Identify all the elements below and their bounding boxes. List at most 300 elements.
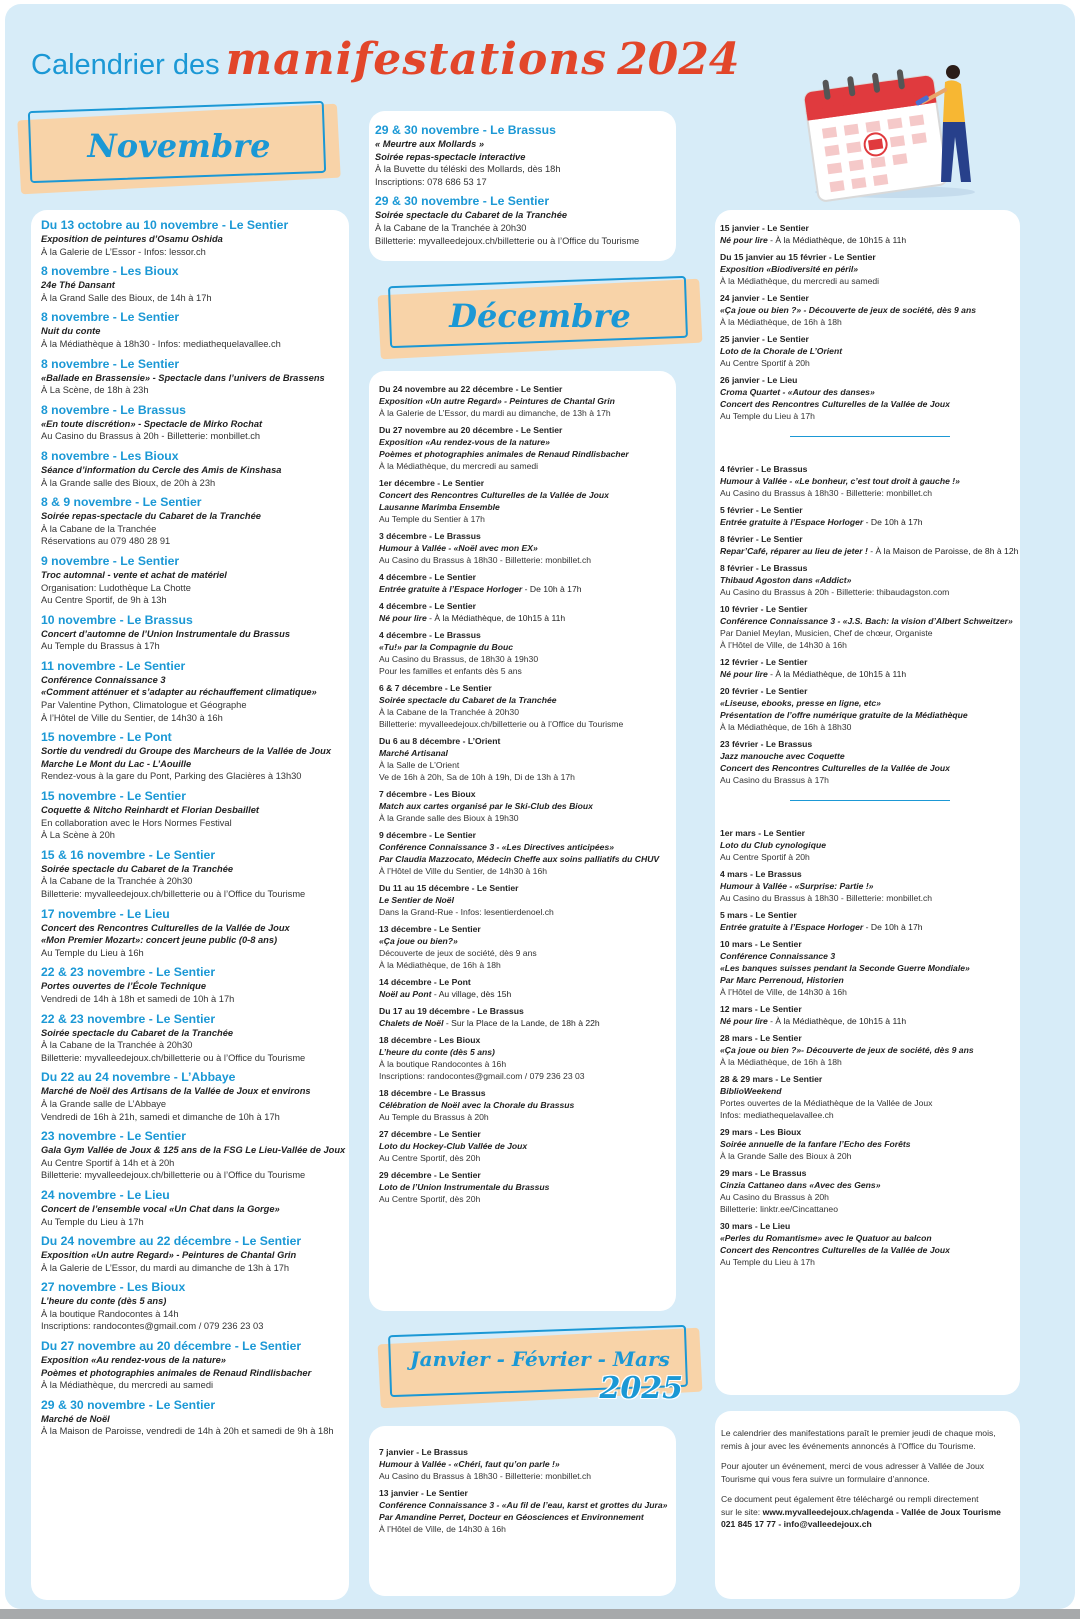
- event-detail: Au Temple du Lieu à 17h: [720, 1256, 1020, 1268]
- event-item: [720, 909, 1020, 933]
- event-title: Noël au Pont - Au village, dès 15h: [379, 988, 676, 1000]
- event-detail: Au Casino du Brassus à 20h: [720, 1191, 1020, 1203]
- event-date-location: 17 novembre - Le Lieu: [41, 907, 349, 922]
- event-item: [41, 218, 349, 258]
- event-item: [41, 310, 349, 350]
- event-detail: Billetterie: myvalleedejoux.ch/billetterie ou à l’Office du Tourisme: [41, 1052, 349, 1065]
- event-title: Né pour lire - À la Médiathèque, de 10h15 à 11h: [720, 234, 1020, 246]
- event-title: Humour à Vallée - «Le bonheur, c’est tout droit à gauche !»: [720, 475, 1020, 487]
- event-title: Séance d’information du Cercle des Amis de Kinshasa: [41, 464, 349, 477]
- event-detail: Billetterie: linktr.ee/Cincattaneo: [720, 1203, 1020, 1215]
- event-detail: Portes ouvertes de la Médiathèque de la Vallée de Joux: [720, 1097, 1020, 1109]
- event-date-location: 29 mars - Le Brassus: [720, 1167, 1020, 1179]
- event-item: [379, 882, 676, 918]
- event-item: [41, 789, 349, 842]
- event-date-location: Du 17 au 19 décembre - Le Brassus: [379, 1005, 676, 1017]
- event-item: [379, 735, 676, 783]
- event-title: Concert des Rencontres Culturelles de la Vallée de Joux: [720, 762, 1020, 774]
- event-detail: Au Casino du Brassus à 18h30 - Billetterie: monbillet.ch: [720, 487, 1020, 499]
- event-item: [720, 504, 1020, 528]
- banner-novembre: Novembre: [19, 106, 339, 186]
- event-title: Lausanne Marimba Ensemble: [379, 501, 676, 513]
- bottom-bar: [0, 1609, 1080, 1619]
- event-title: Repar’Café, réparer au lieu de jeter ! - À la Maison de Paroisse, de 8h à 12h: [720, 545, 1020, 557]
- event-detail: À l’Hôtel de Ville, de 14h30 à 16h: [379, 1523, 676, 1535]
- event-title: Marché de Noël: [41, 1413, 349, 1426]
- event-detail: À la Grand Salle des Bioux, de 14h à 17h: [41, 292, 349, 305]
- event-item: [41, 1398, 349, 1438]
- month-separator: [790, 800, 950, 801]
- event-title: Exposition «Biodiversité en péril»: [720, 263, 1020, 275]
- event-title: Troc automnal - vente et achat de matériel: [41, 569, 349, 582]
- event-date-location: 8 février - Le Brassus: [720, 562, 1020, 574]
- month-separator: [790, 436, 950, 437]
- banner-janvier-fevrier-mars: Janvier - Février - Mars 2025: [379, 1330, 701, 1400]
- event-date-location: 23 février - Le Brassus: [720, 738, 1020, 750]
- event-title: Conférence Connaissance 3 - «Au fil de l’eau, karst et grottes du Jura»: [379, 1499, 676, 1511]
- event-title: Exposition de peintures d’Osamu Oshida: [41, 233, 349, 246]
- event-detail: Au Centre Sportif, dès 20h: [379, 1152, 676, 1164]
- event-detail: À la Médiathèque, de 16h à 18h: [720, 1056, 1020, 1068]
- event-item: [720, 1032, 1020, 1068]
- event-item: [379, 976, 676, 1000]
- event-item: [41, 907, 349, 960]
- event-item: [379, 571, 676, 595]
- event-item: [720, 827, 1020, 863]
- event-item: [720, 1003, 1020, 1027]
- event-title: Par Amandine Perret, Docteur en Géosciences et Environnement: [379, 1511, 676, 1523]
- event-item: [379, 1487, 676, 1535]
- event-item: [41, 554, 349, 607]
- event-title: Loto de la Chorale de L’Orient: [720, 345, 1020, 357]
- event-item: [720, 1126, 1020, 1162]
- event-title: Conférence Connaissance 3 - «J.S. Bach: la vision d’Albert Schweitzer»: [720, 615, 1020, 627]
- event-date-location: 27 novembre - Les Bioux: [41, 1280, 349, 1295]
- agenda-link[interactable]: www.myvalleedejoux.ch/agenda - Vallée de Joux Tourisme: [763, 1507, 1001, 1517]
- event-detail: Vendredi de 16h à 21h, samedi et dimanche de 10h à 17h: [41, 1111, 349, 1124]
- event-date-location: 8 novembre - Les Bioux: [41, 449, 349, 464]
- event-detail: Au Casino du Brassus à 18h30 - Billetterie: monbillet.ch: [379, 1470, 676, 1482]
- event-detail: En collaboration avec le Hors Normes Festival: [41, 817, 349, 830]
- event-date-location: 10 mars - Le Sentier: [720, 938, 1020, 950]
- event-title: «Comment atténuer et s’adapter au réchauffement climatique»: [41, 686, 349, 699]
- event-title: Conférence Connaissance 3: [41, 674, 349, 687]
- page-title: [31, 34, 740, 104]
- event-item: [720, 251, 1020, 287]
- calendar-illustration-icon: [795, 42, 995, 202]
- event-detail: À l’Hôtel de Ville du Sentier, de 14h30 à 16h: [41, 712, 349, 725]
- event-detail: Inscriptions: 078 686 53 17: [375, 176, 676, 189]
- event-title: «Les banques suisses pendant la Seconde Guerre Mondiale»: [720, 962, 1020, 974]
- event-detail: À la Galerie de L’Essor - Infos: lessor.ch: [41, 246, 349, 259]
- event-detail: Par Valentine Python, Climatologue et Géographe: [41, 699, 349, 712]
- event-detail: Billetterie: myvalleedejoux.ch/billetterie ou à l’Office du Tourisme: [41, 1169, 349, 1182]
- event-date-location: 15 & 16 novembre - Le Sentier: [41, 848, 349, 863]
- decembre-events-card: [369, 371, 676, 1311]
- event-detail: Billetterie: myvalleedejoux.ch/billetterie ou à l’Office du Tourisme: [379, 718, 676, 730]
- event-detail: À la Buvette du téléski des Mollards, dès 18h: [375, 163, 676, 176]
- event-item: [41, 1129, 349, 1182]
- event-item: [379, 1128, 676, 1164]
- event-title: « Meurtre aux Mollards »: [375, 138, 676, 151]
- event-item: [41, 659, 349, 724]
- event-date-location: 4 février - Le Brassus: [720, 463, 1020, 475]
- event-title: Exposition «Au rendez-vous de la nature»: [379, 436, 676, 448]
- janvier-mars-events-card: [715, 210, 1020, 1395]
- event-title: L’heure du conte (dès 5 ans): [379, 1046, 676, 1058]
- event-title: Entrée gratuite à l’Espace Horloger - De 10h à 17h: [379, 583, 676, 595]
- event-title: Exposition «Un autre Regard» - Peintures de Chantal Grin: [41, 1249, 349, 1262]
- event-detail: Vendredi de 14h à 18h et samedi de 10h à 17h: [41, 993, 349, 1006]
- event-title: Marché de Noël des Artisans de la Vallée de Joux et environs: [41, 1085, 349, 1098]
- event-date-location: 15 novembre - Le Pont: [41, 730, 349, 745]
- event-item: [720, 1220, 1020, 1268]
- title-prefix: Calendrier des: [31, 49, 220, 81]
- event-detail: À la Médiathèque, de 16h à 18h: [379, 959, 676, 971]
- info-paragraph-1: Le calendrier des manifestations paraît le premier jeudi de chaque mois, remis à jour avec les événements annoncés à l’Office du Tourisme.: [721, 1427, 1008, 1452]
- event-item: [41, 1339, 349, 1392]
- event-date-location: 4 décembre - Le Sentier: [379, 600, 676, 612]
- event-detail: À La Scène, de 18h à 23h: [41, 384, 349, 397]
- event-title: Thibaud Agoston dans «Addict»: [720, 574, 1020, 586]
- event-detail: À la Galerie de L’Essor, du mardi au dimanche, de 13h à 17h: [379, 407, 676, 419]
- event-date-location: 11 novembre - Le Sentier: [41, 659, 349, 674]
- info-paragraph-3: Ce document peut également être téléchargé ou rempli directement sur le site: www.myvalleedejoux.ch/agenda - Vallée de Joux Tourisme 021 845 17 77 - info@valleedejoux.ch: [721, 1493, 1008, 1531]
- event-title: Soirée repas-spectacle du Cabaret de la Tranchée: [41, 510, 349, 523]
- event-date-location: Du 24 novembre au 22 décembre - Le Sentier: [379, 383, 676, 395]
- event-title: Concert d’automne de l’Union Instrumentale du Brassus: [41, 628, 349, 641]
- event-item: [720, 562, 1020, 598]
- event-detail: Au Casino du Brassus à 18h30 - Billetterie: monbillet.ch: [720, 892, 1020, 904]
- event-date-location: 22 & 23 novembre - Le Sentier: [41, 965, 349, 980]
- event-date-location: 18 décembre - Le Brassus: [379, 1087, 676, 1099]
- event-item: [379, 923, 676, 971]
- event-title: Croma Quartet - «Autour des danses»: [720, 386, 1020, 398]
- event-title: Portes ouvertes de l’École Technique: [41, 980, 349, 993]
- event-detail: Au Centre Sportif, de 9h à 13h: [41, 594, 349, 607]
- event-date-location: 15 janvier - Le Sentier: [720, 222, 1020, 234]
- event-date-location: Du 11 au 15 décembre - Le Sentier: [379, 882, 676, 894]
- event-detail: À la Grande salle des Bioux à 19h30: [379, 812, 676, 824]
- event-title: Soirée spectacle du Cabaret de la Tranchée: [375, 209, 676, 222]
- event-date-location: 9 décembre - Le Sentier: [379, 829, 676, 841]
- event-detail: À la Grande salle des Bioux, de 20h à 23h: [41, 477, 349, 490]
- event-date-location: 8 février - Le Sentier: [720, 533, 1020, 545]
- title-year: 2024: [617, 34, 739, 85]
- event-date-location: 25 janvier - Le Sentier: [720, 333, 1020, 345]
- event-detail: Par Daniel Meylan, Musicien, Chef de chœur, Organiste: [720, 627, 1020, 639]
- event-title: BiblioWeekend: [720, 1085, 1020, 1097]
- event-detail: À la Médiathèque, du mercredi au samedi: [720, 275, 1020, 287]
- event-detail: Au Centre Sportif, dès 20h: [379, 1193, 676, 1205]
- event-date-location: 8 novembre - Le Sentier: [41, 310, 349, 325]
- event-item: [41, 613, 349, 653]
- event-detail: Au Centre Sportif à 20h: [720, 851, 1020, 863]
- event-detail: À l’Hôtel de Ville, de 14h30 à 16h: [720, 986, 1020, 998]
- event-title: Nuit du conte: [41, 325, 349, 338]
- event-date-location: 30 mars - Le Lieu: [720, 1220, 1020, 1232]
- event-item: [720, 938, 1020, 998]
- event-detail: Dans la Grand-Rue - Infos: lesentierdenoel.ch: [379, 906, 676, 918]
- event-detail: À l’Hôtel de Ville, de 14h30 à 16h: [720, 639, 1020, 651]
- event-date-location: 8 novembre - Les Bioux: [41, 264, 349, 279]
- event-title: «Ça joue ou bien ?» - Découverte de jeux de société, dès 9 ans: [720, 304, 1020, 316]
- event-item: [379, 383, 676, 419]
- event-date-location: 13 janvier - Le Sentier: [379, 1487, 676, 1499]
- event-date-location: Du 24 novembre au 22 décembre - Le Sentier: [41, 1234, 349, 1249]
- event-detail: Billetterie: myvalleedejoux.ch/billetterie ou à l’Office du Tourisme: [41, 888, 349, 901]
- event-item: [720, 222, 1020, 246]
- event-title: «Tu!» par la Compagnie du Bouc: [379, 641, 676, 653]
- event-title: Concert des Rencontres Culturelles de la Vallée de Joux: [379, 489, 676, 501]
- event-detail: Infos: mediathequelavallee.ch: [720, 1109, 1020, 1121]
- janvier-events-card-2: [369, 1426, 676, 1596]
- event-date-location: 8 novembre - Le Sentier: [41, 357, 349, 372]
- event-date-location: Du 27 novembre au 20 décembre - Le Sentier: [41, 1339, 349, 1354]
- novembre-events-card-2: [369, 111, 676, 261]
- event-title: Sortie du vendredi du Groupe des Marcheurs de la Vallée de Joux: [41, 745, 349, 758]
- event-title: Conférence Connaissance 3: [720, 950, 1020, 962]
- event-item: [379, 829, 676, 877]
- event-title: 24e Thé Dansant: [41, 279, 349, 292]
- event-detail: Découverte de jeux de société, dès 9 ans: [379, 947, 676, 959]
- event-date-location: 15 novembre - Le Sentier: [41, 789, 349, 804]
- event-detail: Ve de 16h à 20h, Sa de 10h à 19h, Di de 13h à 17h: [379, 771, 676, 783]
- event-detail: À la Maison de Paroisse, vendredi de 14h à 20h et samedi de 9h à 18h: [41, 1425, 349, 1438]
- event-detail: À La Scène à 20h: [41, 829, 349, 842]
- event-item: [379, 530, 676, 566]
- event-item: [720, 333, 1020, 369]
- event-date-location: 5 mars - Le Sentier: [720, 909, 1020, 921]
- event-item: [379, 682, 676, 730]
- event-date-location: 8 & 9 novembre - Le Sentier: [41, 495, 349, 510]
- event-detail: Rendez-vous à la gare du Pont, Parking des Glacières à 13h30: [41, 770, 349, 783]
- event-item: [379, 1446, 676, 1482]
- event-title: «Ballade en Brassensie» - Spectacle dans l’univers de Brassens: [41, 372, 349, 385]
- event-title: Loto du Hockey-Club Vallée de Joux: [379, 1140, 676, 1152]
- event-item: [375, 123, 676, 188]
- event-item: [379, 1087, 676, 1123]
- event-item: [720, 1073, 1020, 1121]
- event-title: Entrée gratuite à l’Espace Horloger - De 10h à 17h: [720, 516, 1020, 528]
- event-title: Concert de l’ensemble vocal «Un Chat dans la Gorge»: [41, 1203, 349, 1216]
- event-title: Concert des Rencontres Culturelles de la Vallée de Joux: [41, 922, 349, 935]
- event-title: Concert des Rencontres Culturelles de la Vallée de Joux: [720, 1244, 1020, 1256]
- event-title: «Liseuse, ebooks, presse en ligne, etc»: [720, 697, 1020, 709]
- event-detail: Au Temple du Brassus à 20h: [379, 1111, 676, 1123]
- event-detail: À la Cabane de la Tranchée à 20h30: [375, 222, 676, 235]
- event-detail: À la Galerie de L’Essor, du mardi au dimanche de 13h à 17h: [41, 1262, 349, 1275]
- event-item: [41, 730, 349, 783]
- event-detail: Pour les familles et enfants dès 5 ans: [379, 665, 676, 677]
- event-title: Concert des Rencontres Culturelles de la Vallée de Joux: [720, 398, 1020, 410]
- event-date-location: 8 novembre - Le Brassus: [41, 403, 349, 418]
- event-item: [41, 1280, 349, 1333]
- event-detail: À la Cabane de la Tranchée à 20h30: [41, 1039, 349, 1052]
- event-detail: À la Grande salle de L’Abbaye: [41, 1098, 349, 1111]
- banner-year-2025: 2025: [600, 1371, 684, 1406]
- event-date-location: 1er mars - Le Sentier: [720, 827, 1020, 839]
- event-date-location: 29 décembre - Le Sentier: [379, 1169, 676, 1181]
- event-detail: Inscriptions: randocontes@gmail.com / 079 236 23 03: [41, 1320, 349, 1333]
- event-detail: Au Casino du Brassus à 20h - Billetterie: monbillet.ch: [41, 430, 349, 443]
- event-title: Né pour lire - À la Médiathèque, de 10h15 à 11h: [720, 1015, 1020, 1027]
- event-item: [379, 477, 676, 525]
- event-title: Par Marc Perrenoud, Historien: [720, 974, 1020, 986]
- event-item: [41, 495, 349, 548]
- event-date-location: 7 janvier - Le Brassus: [379, 1446, 676, 1458]
- event-date-location: 26 janvier - Le Lieu: [720, 374, 1020, 386]
- event-title: Humour à Vallée - «Surprise: Partie !»: [720, 880, 1020, 892]
- event-detail: Au Casino du Brassus à 20h - Billetterie: thibaudagston.com: [720, 586, 1020, 598]
- event-title: Présentation de l’offre numérique gratuite de la Médiathèque: [720, 709, 1020, 721]
- event-detail: Au Casino du Brassus, de 18h30 à 19h30: [379, 653, 676, 665]
- event-title: Exposition «Un autre Regard» - Peintures de Chantal Grin: [379, 395, 676, 407]
- event-title: Soirée repas-spectacle interactive: [375, 151, 676, 164]
- event-title: «Ça joue ou bien ?»- Découverte de jeux de société, dès 9 ans: [720, 1044, 1020, 1056]
- event-item: [720, 533, 1020, 557]
- event-title: Poèmes et photographies animales de Renaud Rindlisbacher: [379, 448, 676, 460]
- event-title: Gala Gym Vallée de Joux & 125 ans de la FSG Le Lieu-Vallée de Joux: [41, 1144, 349, 1157]
- event-title: Le Sentier de Noël: [379, 894, 676, 906]
- event-detail: À la Cabane de la Tranchée à 20h30: [379, 706, 676, 718]
- event-title: Humour à Vallée - «Noël avec mon EX»: [379, 542, 676, 554]
- event-title: Soirée spectacle du Cabaret de la Tranchée: [41, 863, 349, 876]
- event-detail: À la Grande Salle des Bioux à 20h: [720, 1150, 1020, 1162]
- event-title: «Perles du Romantisme» avec le Quatuor au balcon: [720, 1232, 1020, 1244]
- event-detail: À la Médiathèque, du mercredi au samedi: [379, 460, 676, 472]
- calendar-page: [5, 4, 1075, 1609]
- event-date-location: 3 décembre - Le Brassus: [379, 530, 676, 542]
- event-detail: À la boutique Randocontes à 16h: [379, 1058, 676, 1070]
- contact-line[interactable]: 021 845 17 77 - info@valleedejoux.ch: [721, 1519, 872, 1529]
- event-item: [379, 788, 676, 824]
- event-item: [41, 1234, 349, 1274]
- event-detail: Réservations au 079 480 28 91: [41, 535, 349, 548]
- event-item: [720, 292, 1020, 328]
- event-detail: À la Cabane de la Tranchée à 20h30: [41, 875, 349, 888]
- event-detail: Organisation: Ludothèque La Chotte: [41, 582, 349, 595]
- event-title: Né pour lire - À la Médiathèque, de 10h15 à 11h: [379, 612, 676, 624]
- event-date-location: 1er décembre - Le Sentier: [379, 477, 676, 489]
- event-detail: Inscriptions: randocontes@gmail.com / 079 236 23 03: [379, 1070, 676, 1082]
- event-title: Entrée gratuite à l’Espace Horloger - De 10h à 17h: [720, 921, 1020, 933]
- event-title: Célébration de Noël avec la Chorale du Brassus: [379, 1099, 676, 1111]
- event-date-location: Du 27 novembre au 20 décembre - Le Sentier: [379, 424, 676, 436]
- event-title: Coquette & Nitcho Reinhardt et Florian Desbaillet: [41, 804, 349, 817]
- event-date-location: 18 décembre - Les Bioux: [379, 1034, 676, 1046]
- event-date-location: 12 février - Le Sentier: [720, 656, 1020, 668]
- event-detail: Au Centre Sportif à 20h: [720, 357, 1020, 369]
- event-date-location: 20 février - Le Sentier: [720, 685, 1020, 697]
- event-title: Poèmes et photographies animales de Renaud Rindlisbacher: [41, 1367, 349, 1380]
- event-title: Par Claudia Mazzocato, Médecin Cheffe aux soins palliatifs du CHUV: [379, 853, 676, 865]
- event-date-location: 28 & 29 mars - Le Sentier: [720, 1073, 1020, 1085]
- event-title: Marché Artisanal: [379, 747, 676, 759]
- event-detail: Au Temple du Lieu à 17h: [41, 1216, 349, 1229]
- event-item: [720, 868, 1020, 904]
- event-item: [41, 264, 349, 304]
- event-date-location: 29 mars - Les Bioux: [720, 1126, 1020, 1138]
- event-item: [720, 603, 1020, 651]
- event-date-location: 6 & 7 décembre - Le Sentier: [379, 682, 676, 694]
- event-item: [720, 656, 1020, 680]
- event-item: [41, 403, 349, 443]
- event-title: Cinzia Cattaneo dans «Avec des Gens»: [720, 1179, 1020, 1191]
- event-date-location: Du 22 au 24 novembre - L’Abbaye: [41, 1070, 349, 1085]
- event-title: Jazz manouche avec Coquette: [720, 750, 1020, 762]
- event-item: [41, 1188, 349, 1228]
- event-item: [379, 424, 676, 472]
- event-date-location: 29 & 30 novembre - Le Brassus: [375, 123, 676, 138]
- event-item: [41, 357, 349, 397]
- event-detail: À la Médiathèque, du mercredi au samedi: [41, 1379, 349, 1392]
- event-title: Chalets de Noël - Sur la Place de la Lande, de 18h à 22h: [379, 1017, 676, 1029]
- info-card: [715, 1411, 1020, 1599]
- event-date-location: 23 novembre - Le Sentier: [41, 1129, 349, 1144]
- event-title: Exposition «Au rendez-vous de la nature»: [41, 1354, 349, 1367]
- novembre-events-card: [31, 210, 349, 1600]
- event-detail: À la Cabane de la Tranchée: [41, 523, 349, 536]
- event-date-location: Du 6 au 8 décembre - L’Orient: [379, 735, 676, 747]
- event-date-location: Du 13 octobre au 10 novembre - Le Sentier: [41, 218, 349, 233]
- event-detail: Au Casino du Brassus à 17h: [720, 774, 1020, 786]
- event-title: Soirée spectacle du Cabaret de la Tranchée: [41, 1027, 349, 1040]
- event-title: Marche Le Mont du Lac - L’Aouille: [41, 758, 349, 771]
- event-item: [720, 685, 1020, 733]
- event-item: [41, 1012, 349, 1065]
- event-date-location: 29 & 30 novembre - Le Sentier: [375, 194, 676, 209]
- event-title: Soirée spectacle du Cabaret de la Tranchée: [379, 694, 676, 706]
- event-detail: À la Médiathèque à 18h30 - Infos: mediathequelavallee.ch: [41, 338, 349, 351]
- event-date-location: 22 & 23 novembre - Le Sentier: [41, 1012, 349, 1027]
- event-item: [379, 629, 676, 677]
- event-date-location: 4 décembre - Le Brassus: [379, 629, 676, 641]
- event-item: [41, 848, 349, 901]
- event-date-location: 13 décembre - Le Sentier: [379, 923, 676, 935]
- event-date-location: 9 novembre - Le Sentier: [41, 554, 349, 569]
- event-detail: À la Médiathèque, de 16h à 18h30: [720, 721, 1020, 733]
- event-title: Conférence Connaissance 3 - «Les Directives anticipées»: [379, 841, 676, 853]
- event-date-location: 5 février - Le Sentier: [720, 504, 1020, 516]
- event-item: [720, 463, 1020, 499]
- event-date-location: Du 15 janvier au 15 février - Le Sentier: [720, 251, 1020, 263]
- event-title: Loto du Club cynologique: [720, 839, 1020, 851]
- event-date-location: 4 décembre - Le Sentier: [379, 571, 676, 583]
- event-date-location: 4 mars - Le Brassus: [720, 868, 1020, 880]
- event-item: [41, 1070, 349, 1123]
- event-title: Match aux cartes organisé par le Ski-Club des Bioux: [379, 800, 676, 812]
- event-title: Né pour lire - À la Médiathèque, de 10h15 à 11h: [720, 668, 1020, 680]
- event-date-location: 27 décembre - Le Sentier: [379, 1128, 676, 1140]
- event-detail: Au Temple du Lieu à 16h: [41, 947, 349, 960]
- info-paragraph-2: Pour ajouter un événement, merci de vous adresser à Vallée de Joux Tourisme qui vous fera suivre un formulaire d’annonce.: [721, 1460, 1008, 1485]
- event-item: [41, 965, 349, 1005]
- event-date-location: 10 février - Le Sentier: [720, 603, 1020, 615]
- event-item: [379, 1169, 676, 1205]
- event-date-location: 28 mars - Le Sentier: [720, 1032, 1020, 1044]
- event-detail: À la Médiathèque, de 16h à 18h: [720, 316, 1020, 328]
- event-detail: À la boutique Randocontes à 14h: [41, 1308, 349, 1321]
- event-item: [379, 1005, 676, 1029]
- event-title: «Mon Premier Mozart»: concert jeune public (0-8 ans): [41, 934, 349, 947]
- event-item: [720, 1167, 1020, 1215]
- event-date-location: 14 décembre - Le Pont: [379, 976, 676, 988]
- event-date-location: 24 novembre - Le Lieu: [41, 1188, 349, 1203]
- event-date-location: 12 mars - Le Sentier: [720, 1003, 1020, 1015]
- event-detail: Au Temple du Brassus à 17h: [41, 640, 349, 653]
- event-date-location: 24 janvier - Le Sentier: [720, 292, 1020, 304]
